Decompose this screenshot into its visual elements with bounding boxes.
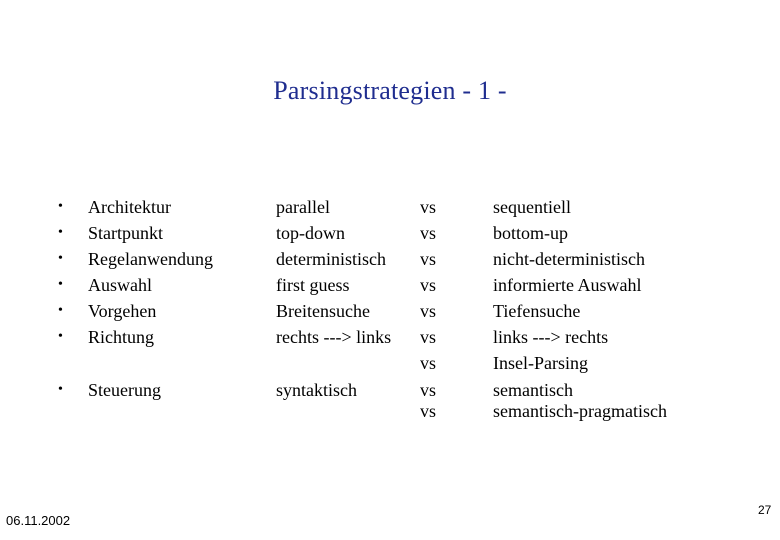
versus-text: vs (420, 223, 437, 243)
versus-text: vs (420, 249, 437, 269)
right-option: semantisch (493, 380, 573, 400)
comparison-row (0, 220, 780, 246)
row-label: Architektur (88, 197, 171, 217)
bullet-symbol: • (58, 277, 63, 292)
versus-text: vs (420, 401, 437, 421)
row-label: Regelanwendung (88, 249, 213, 269)
right-option: semantisch-pragmatisch (493, 401, 667, 421)
bullet-symbol: • (58, 329, 63, 344)
page-number: 27 (758, 503, 772, 517)
right-option: Tiefensuche (493, 301, 581, 321)
slide-title: Parsingstrategien - 1 - (273, 76, 507, 105)
left-option: syntaktisch (276, 380, 357, 400)
bullet-symbol: • (58, 251, 63, 266)
row-label: Vorgehen (88, 301, 157, 321)
bullet-symbol: • (58, 225, 63, 240)
left-option: Breitensuche (276, 301, 370, 321)
versus-text: vs (420, 275, 437, 295)
right-option: informierte Auswahl (493, 275, 642, 295)
slide-date: 06.11.2002 (6, 513, 71, 528)
comparison-row (0, 194, 780, 220)
left-option: parallel (276, 197, 330, 217)
bullet-symbol: • (58, 199, 63, 214)
row-label: Richtung (88, 327, 154, 347)
versus-text: vs (420, 327, 437, 347)
right-option: sequentiell (493, 197, 571, 217)
right-option: links ---> rechts (493, 327, 609, 347)
comparison-row (0, 324, 780, 350)
right-option: nicht-deterministisch (493, 249, 645, 269)
row-label: Auswahl (88, 275, 152, 295)
row-label: Startpunkt (88, 223, 163, 243)
comparison-row (0, 398, 780, 424)
row-label: Steuerung (88, 380, 161, 400)
left-option: deterministisch (276, 249, 386, 269)
versus-text: vs (420, 197, 437, 217)
versus-text: vs (420, 380, 437, 400)
comparison-row (0, 350, 780, 376)
left-option: first guess (276, 275, 350, 295)
bullet-symbol: • (58, 382, 63, 397)
bullet-symbol: • (58, 303, 63, 318)
versus-text: vs (420, 301, 437, 321)
comparison-row (0, 272, 780, 298)
comparison-row (0, 246, 780, 272)
left-option: rechts ---> links (276, 327, 392, 347)
versus-text: vs (420, 353, 437, 373)
comparison-row (0, 298, 780, 324)
right-option: Insel-Parsing (493, 353, 588, 373)
left-option: top-down (276, 223, 345, 243)
right-option: bottom-up (493, 223, 568, 243)
